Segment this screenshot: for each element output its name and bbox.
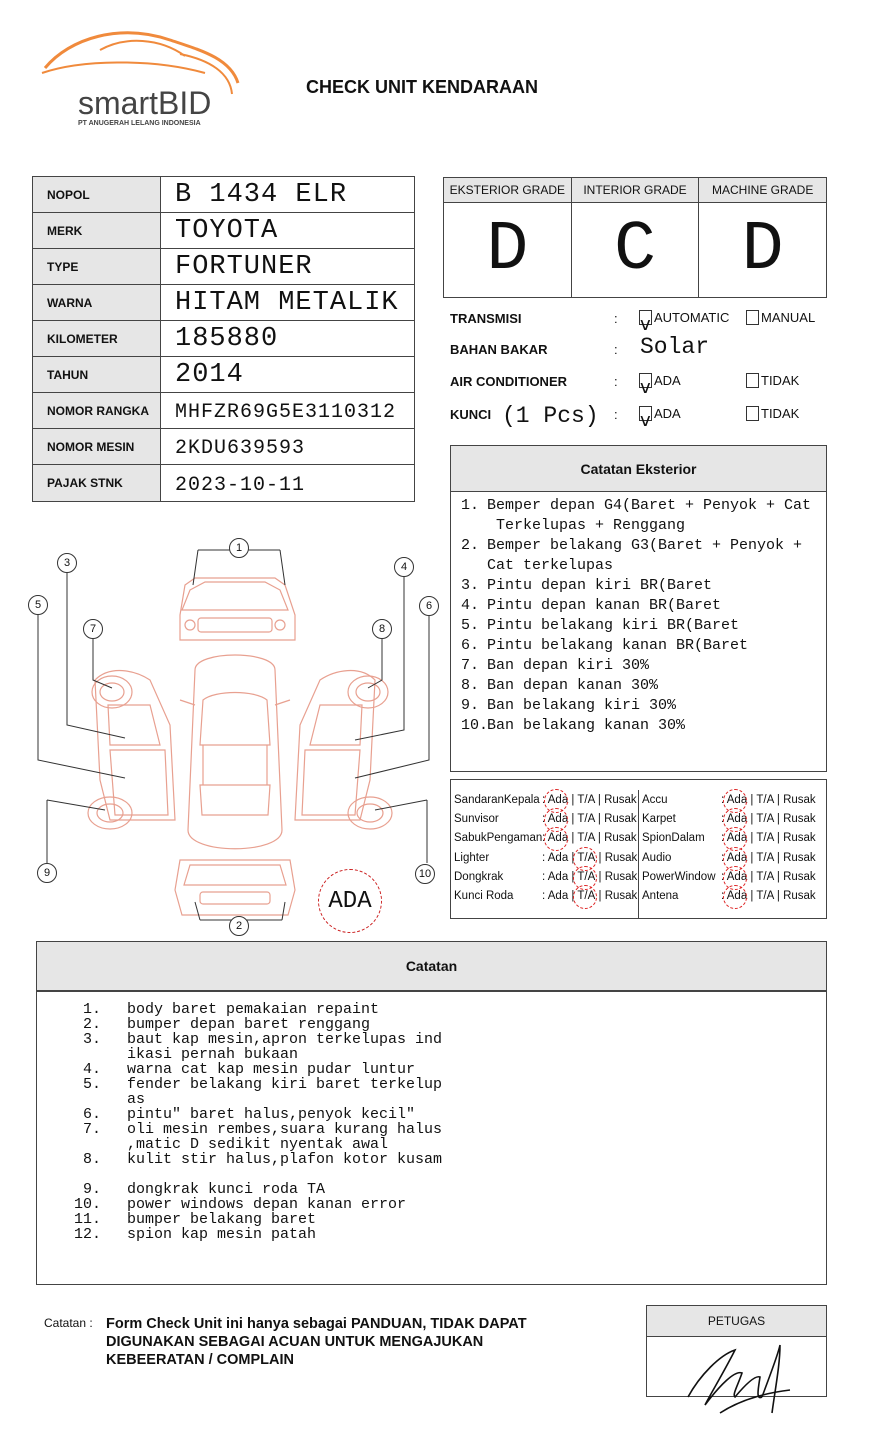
transmisi-label: TRANSMISI (450, 311, 522, 326)
list-item: 2. bumper depan baret renggang (82, 1016, 371, 1033)
accessory-options: : Ada | T/A | Rusak (542, 851, 638, 864)
list-item: 9. Ban belakang kiri 30% (461, 697, 677, 714)
accessory-options: : Ada | T/A | Rusak (721, 793, 816, 806)
accessories-left-column (451, 790, 639, 918)
info-label: TYPE (33, 249, 161, 284)
grade-value: D (741, 210, 784, 290)
accessory-name: SabukPengaman (454, 832, 543, 845)
accessory-option-ta[interactable]: T/A (577, 890, 596, 903)
list-item: 7. Ban depan kiri 30% (461, 657, 650, 674)
grade-interior (572, 178, 700, 297)
accessory-option-rusak[interactable]: Rusak (604, 890, 638, 903)
smartbid-logo (40, 28, 245, 133)
accessory-option-rusak[interactable]: Rusak (604, 832, 637, 845)
accessory-name: Karpet (642, 812, 676, 825)
accessory-row (454, 848, 638, 867)
accessory-options: : Ada | T/A | Rusak (721, 832, 816, 845)
accessory-option-ada[interactable]: Ada (726, 812, 748, 825)
info-row-pajak-stnk (33, 465, 414, 501)
accessory-option-rusak[interactable]: Rusak (604, 812, 637, 825)
accessory-option-ada[interactable]: Ada (547, 812, 569, 825)
accessory-options: : Ada | T/A | Rusak (721, 890, 816, 903)
list-item: 8. Ban depan kanan 30% (461, 677, 659, 694)
list-item: 6. Pintu belakang kanan BR(Baret (461, 637, 749, 654)
info-label: WARNA (33, 285, 161, 320)
accessories-panel (450, 779, 827, 919)
checkbox-checked[interactable] (639, 406, 652, 431)
accessory-name: Antena (642, 890, 679, 903)
kunci-label: KUNCI (450, 407, 492, 422)
list-item-continuation: ,matic D sedikit nyentak awal (127, 1136, 389, 1153)
list-item: 3. baut kap mesin,apron terkelupas ind (82, 1031, 443, 1048)
info-row-type (33, 249, 414, 285)
petugas-title: PETUGAS (647, 1306, 826, 1337)
bahan-bakar-label: BAHAN BAKAR (450, 342, 548, 357)
list-item: 5. Pintu belakang kiri BR(Baret (461, 617, 740, 634)
list-item: 10. Ban belakang kanan 30% (461, 717, 686, 734)
accessory-option-ada[interactable]: Ada (726, 832, 748, 845)
accessory-option-ada[interactable]: Ada (726, 890, 748, 903)
check-mark-icon: v (640, 410, 651, 431)
notes-title: Catatan (37, 942, 826, 992)
info-label: TAHUN (33, 357, 161, 392)
accessory-option-ada[interactable]: Ada (726, 870, 748, 883)
accessory-name: Dongkrak (454, 870, 504, 883)
info-label: KILOMETER (33, 321, 161, 356)
accessory-option-ada[interactable]: Ada (547, 793, 569, 806)
callout-6: 6 (419, 596, 439, 616)
info-value: 2KDU639593 (175, 437, 306, 460)
grades-table (443, 177, 827, 298)
accessory-option-rusak[interactable]: Rusak (783, 890, 816, 903)
colon: : (614, 311, 618, 326)
checkbox-unchecked[interactable] (746, 373, 759, 388)
callout-4: 4 (394, 557, 414, 577)
info-row-nopol (33, 177, 414, 213)
exterior-notes-list (451, 492, 826, 736)
accessory-row (454, 790, 638, 809)
accessory-option-ta[interactable]: T/A (756, 870, 774, 883)
list-item: 7. oli mesin rembes,suara kurang halus (82, 1121, 443, 1138)
info-row-nomor-rangka (33, 393, 414, 429)
list-item: 2. Bemper belakang G3(Baret + Penyok + (461, 537, 803, 554)
accessory-row (642, 829, 826, 848)
accessory-row (454, 886, 638, 905)
list-item: 12. spion kap mesin patah (73, 1226, 317, 1243)
accessory-option-ta[interactable]: T/A (756, 832, 774, 845)
list-item: 11. bumper belakang baret (73, 1211, 317, 1228)
kunci-tidak-option[interactable] (746, 406, 799, 421)
info-value: MHFZR69G5E3110312 (175, 401, 397, 424)
list-item: 8. kulit stir halus,plafon kotor kusam (82, 1151, 443, 1168)
grade-machine (699, 178, 826, 297)
ada-stamp: ADA (318, 869, 382, 933)
list-item: 3. Pintu depan kiri BR(Baret (461, 577, 713, 594)
grade-label: INTERIOR GRADE (572, 178, 699, 203)
accessory-row (642, 790, 826, 809)
accessory-options: : Ada | T/A | Rusak (542, 793, 637, 806)
info-value: FORTUNER (175, 252, 313, 282)
info-label: MERK (33, 213, 161, 248)
callout-9: 9 (37, 863, 57, 883)
accessory-name: Accu (642, 793, 668, 806)
accessory-row (642, 886, 826, 905)
logo-company: PT ANUGERAH LELANG INDONESIA (78, 120, 201, 127)
checkbox-unchecked[interactable] (746, 406, 759, 421)
list-item: 10. power windows depan kanan error (73, 1196, 407, 1213)
ac-tidak-option[interactable] (746, 373, 799, 388)
accessory-option-ta[interactable]: T/A (756, 890, 774, 903)
accessory-name: Lighter (454, 851, 490, 864)
accessory-option-ada[interactable]: Ada (547, 870, 569, 883)
accessory-row (454, 867, 638, 886)
accessory-option-ada[interactable]: Ada (726, 851, 748, 864)
document-title: CHECK UNIT KENDARAAN (306, 77, 538, 97)
list-item-continuation: Terkelupas + Renggang (487, 517, 686, 534)
grade-value: D (486, 210, 529, 290)
exterior-notes-title: Catatan Eksterior (451, 446, 826, 492)
accessory-option-ta[interactable]: T/A (756, 793, 774, 806)
list-item: 5. fender belakang kiri baret terkelup (82, 1076, 443, 1093)
list-item-continuation: Cat terkelupas (487, 557, 614, 574)
transmisi-manual-option[interactable] (746, 310, 815, 325)
accessory-option-ta[interactable]: T/A (577, 851, 596, 864)
accessory-option-rusak[interactable]: Rusak (604, 870, 638, 883)
accessory-row (642, 809, 826, 828)
grade-value: C (614, 210, 657, 290)
accessory-option-ada[interactable]: Ada (547, 890, 569, 903)
colon: : (614, 407, 618, 422)
checkbox-checked[interactable] (639, 373, 652, 398)
option-label: MANUAL (761, 310, 816, 325)
accessory-option-ta[interactable]: T/A (577, 870, 596, 883)
list-item: 9. dongkrak kunci roda TA (82, 1181, 326, 1198)
info-value: HITAM METALIK (175, 288, 399, 318)
info-value: B 1434 ELR (175, 180, 348, 210)
car-swoosh-icon (40, 28, 245, 133)
info-value: 2023-10-11 (175, 474, 306, 497)
accessory-options: : Ada | T/A | Rusak (542, 832, 637, 845)
callout-10: 10 (415, 864, 435, 884)
list-item: 6. pintu" baret halus,penyok kecil" (82, 1106, 416, 1123)
check-mark-icon: v (640, 377, 651, 398)
accessory-options: : Ada | T/A | Rusak (721, 812, 816, 825)
list-item-continuation: ikasi pernah bukaan (127, 1046, 299, 1063)
info-label: NOPOL (33, 177, 161, 212)
accessory-option-rusak[interactable]: Rusak (783, 812, 816, 825)
car-outline-icon (88, 578, 392, 915)
transmisi-automatic-option[interactable] (639, 310, 730, 335)
bahan-bakar-value: Solar (640, 334, 710, 360)
notes-list (37, 992, 826, 1242)
info-row-tahun (33, 357, 414, 393)
grade-label: EKSTERIOR GRADE (444, 178, 571, 203)
footer-label: Catatan : (44, 1316, 93, 1330)
accessory-name: SandaranKepala (454, 793, 540, 806)
info-row-merk (33, 213, 414, 249)
accessory-option-rusak[interactable]: Rusak (783, 793, 816, 806)
car-damage-diagram (20, 530, 450, 940)
callout-2: 2 (229, 916, 249, 936)
accessory-row (642, 867, 826, 886)
grade-label: MACHINE GRADE (699, 178, 826, 203)
list-item: 4. warna cat kap mesin pudar luntur (82, 1061, 416, 1078)
accessory-options: : Ada | T/A | Rusak (721, 870, 816, 883)
info-row-nomor-mesin (33, 429, 414, 465)
accessory-name: PowerWindow (642, 870, 716, 883)
logo-brand: smartBID (78, 85, 212, 121)
accessory-name: Kunci Roda (454, 890, 514, 903)
accessory-row (642, 848, 826, 867)
accessory-option-rusak[interactable]: Rusak (783, 870, 816, 883)
accessory-option-ta[interactable]: T/A (577, 812, 595, 825)
accessory-option-ta[interactable]: T/A (756, 851, 774, 864)
accessory-options: : Ada | T/A | Rusak (721, 851, 816, 864)
footer-disclaimer: Form Check Unit ini hanya sebagai PANDUAN, TIDAK DAPAT DIGUNAKAN SEBAGAI ACUAN UNTUK MENGAJUKAN KEBEERATAN / COMPLAIN (106, 1316, 527, 1368)
accessory-name: Audio (642, 851, 672, 864)
callout-5: 5 (28, 595, 48, 615)
callout-1: 1 (229, 538, 249, 558)
notes-panel (36, 941, 827, 1285)
info-row-warna (33, 285, 414, 321)
info-value: 185880 (175, 324, 279, 354)
signature-icon (680, 1335, 795, 1420)
info-label: PAJAK STNK (33, 465, 161, 501)
accessory-options: : Ada | T/A | Rusak (542, 812, 637, 825)
list-item: 1. body baret pemakaian repaint (82, 1001, 380, 1018)
vehicle-info-table (32, 176, 415, 502)
option-label: AUTOMATIC (654, 310, 730, 325)
info-row-kilometer (33, 321, 414, 357)
colon: : (614, 374, 618, 389)
info-value: TOYOTA (175, 216, 279, 246)
callout-8: 8 (372, 619, 392, 639)
accessory-option-ta[interactable]: T/A (577, 832, 595, 845)
check-mark-icon: v (640, 314, 651, 335)
option-label: TIDAK (761, 373, 800, 388)
checkbox-checked[interactable] (639, 310, 652, 335)
exterior-notes-panel (450, 445, 827, 772)
accessory-row (454, 829, 638, 848)
accessory-option-rusak[interactable]: Rusak (604, 851, 638, 864)
list-item: 4. Pintu depan kanan BR(Baret (461, 597, 722, 614)
list-item-continuation: as (127, 1091, 146, 1108)
accessory-option-rusak[interactable]: Rusak (604, 793, 637, 806)
accessory-option-ada[interactable]: Ada (726, 793, 748, 806)
accessory-option-ta[interactable]: T/A (756, 812, 774, 825)
accessory-name: Sunvisor (454, 812, 499, 825)
accessory-options: : Ada | T/A | Rusak (542, 890, 638, 903)
list-item: 1. Bemper depan G4(Baret + Penyok + Cat (461, 497, 812, 514)
accessory-option-ada[interactable]: Ada (547, 851, 569, 864)
callout-3: 3 (57, 553, 77, 573)
accessory-name: SpionDalam (642, 832, 705, 845)
accessory-option-ada[interactable]: Ada (547, 832, 569, 845)
ac-label: AIR CONDITIONER (450, 374, 567, 389)
option-label: ADA (654, 373, 681, 388)
checkbox-unchecked[interactable] (746, 310, 759, 325)
grade-exterior (444, 178, 572, 297)
accessory-option-rusak[interactable]: Rusak (783, 832, 816, 845)
info-label: NOMOR MESIN (33, 429, 161, 464)
colon: : (614, 342, 618, 357)
ac-ada-option[interactable] (639, 373, 681, 398)
info-label: NOMOR RANGKA (33, 393, 161, 428)
option-label: TIDAK (761, 406, 800, 421)
accessory-row (454, 809, 638, 828)
info-value: 2014 (175, 360, 244, 390)
option-label: ADA (654, 406, 681, 421)
accessory-option-ta[interactable]: T/A (577, 793, 595, 806)
kunci-count: (1 Pcs) (502, 403, 599, 429)
callout-7: 7 (83, 619, 103, 639)
accessory-options: : Ada | T/A | Rusak (542, 870, 638, 883)
accessory-option-rusak[interactable]: Rusak (783, 851, 816, 864)
kunci-ada-option[interactable] (639, 406, 681, 431)
accessories-right-column (639, 790, 826, 918)
